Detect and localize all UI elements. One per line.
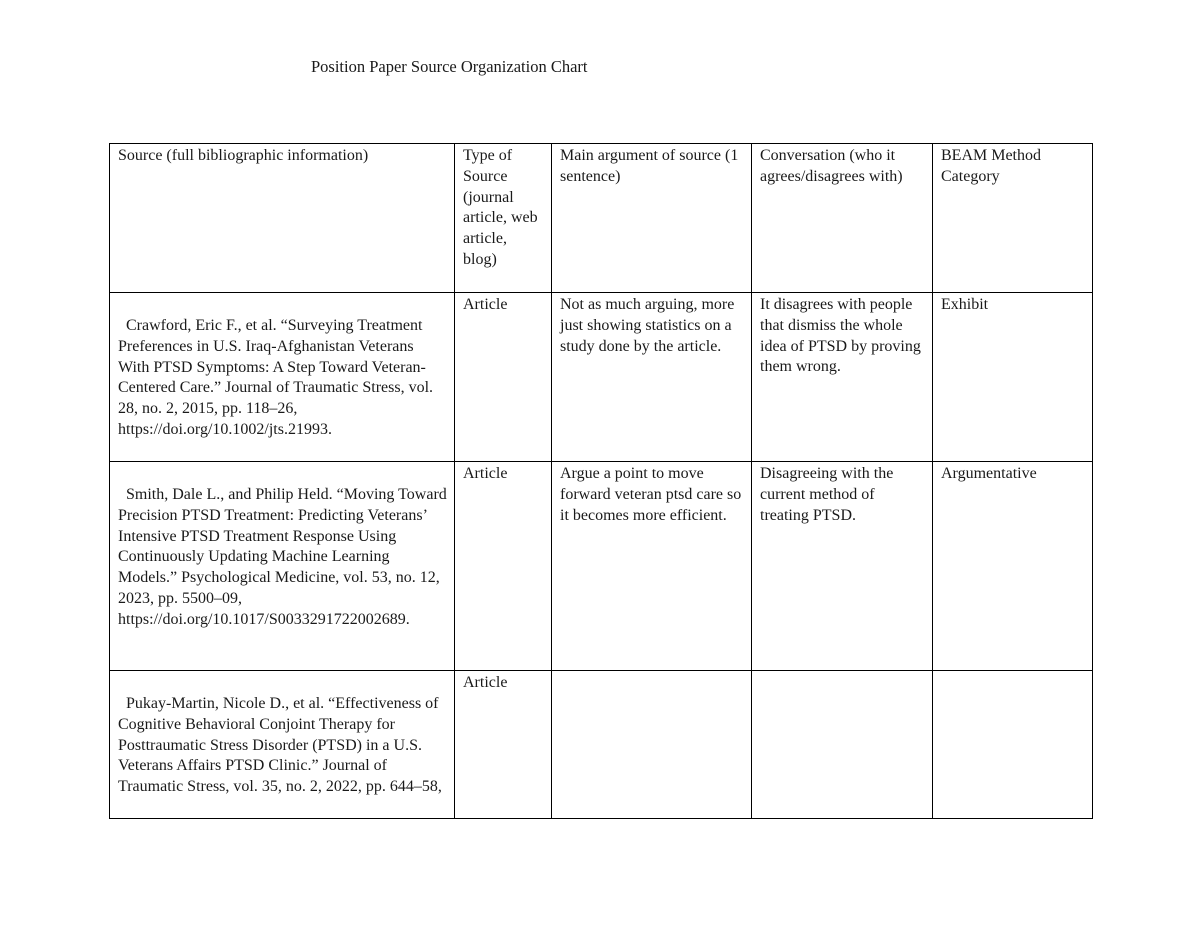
header-conversation: Conversation (who it agrees/disagrees with)	[752, 144, 933, 293]
type-cell: Article	[455, 462, 552, 671]
citation-text: Crawford, Eric F., et al. “Surveying Treatment Preferences in U.S. Iraq-Afghanistan Veterans With PTSD Symptoms: A Step Toward Veteran-Centered Care.” Journal of Traumatic Stress, vol. 28, no. 2, 2015, pp. 118–26, https://doi.org/10.1002/jts.21993.	[118, 316, 447, 441]
citation-text: Pukay-Martin, Nicole D., et al. “Effectiveness of Cognitive Behavioral Conjoint Therapy for Posttraumatic Stress Disorder (PTSD) in a U.S. Veterans Affairs PTSD Clinic.” Journal of Traumatic Stress, vol. 35, no. 2, 2022, pp. 644–58,	[118, 695, 442, 796]
argument-cell	[552, 671, 752, 819]
header-row	[110, 144, 1093, 293]
beam-cell	[933, 671, 1093, 819]
source-cell	[110, 462, 455, 671]
conversation-cell: It disagrees with people that dismiss the whole idea of PTSD by proving them wrong.	[752, 293, 933, 462]
type-cell: Article	[455, 293, 552, 462]
document-title: Position Paper Source Organization Chart	[311, 57, 588, 76]
header-beam: BEAM Method Category	[933, 144, 1093, 293]
conversation-cell: Disagreeing with the current method of treating PTSD.	[752, 462, 933, 671]
source-cell	[110, 293, 455, 462]
header-type: Type of Source (journal article, web article, blog)	[455, 144, 552, 293]
type-cell: Article	[455, 671, 552, 819]
table-row	[110, 462, 1093, 671]
beam-cell: Exhibit	[933, 293, 1093, 462]
citation-doi-link[interactable]: https://doi.org/10.1002/jts.21993.	[118, 420, 332, 438]
header-source: Source (full bibliographic information)	[110, 144, 455, 293]
citation-text: Smith, Dale L., and Philip Held. “Moving Toward Precision PTSD Treatment: Predicting Veterans’ Intensive PTSD Treatment Response Using Continuously Updating Machine Learning Models.” Psychological Medicine, vol. 53, no. 12, 2023, pp. 5500–09, https://doi.org/10.1017/S0033291722002689.	[118, 485, 447, 631]
table-row	[110, 293, 1093, 462]
source-organization-table	[109, 143, 1093, 819]
beam-cell: Argumentative	[933, 462, 1093, 671]
table-row	[110, 671, 1093, 819]
source-cell	[110, 671, 455, 819]
header-argument: Main argument of source (1 sentence)	[552, 144, 752, 293]
conversation-cell	[752, 671, 933, 819]
argument-cell: Not as much arguing, more just showing statistics on a study done by the article.	[552, 293, 752, 462]
citation-doi-link[interactable]: https://doi.org/10.1017/S0033291722002689.	[118, 610, 410, 628]
argument-cell: Argue a point to move forward veteran ptsd care so it becomes more efficient.	[552, 462, 752, 671]
